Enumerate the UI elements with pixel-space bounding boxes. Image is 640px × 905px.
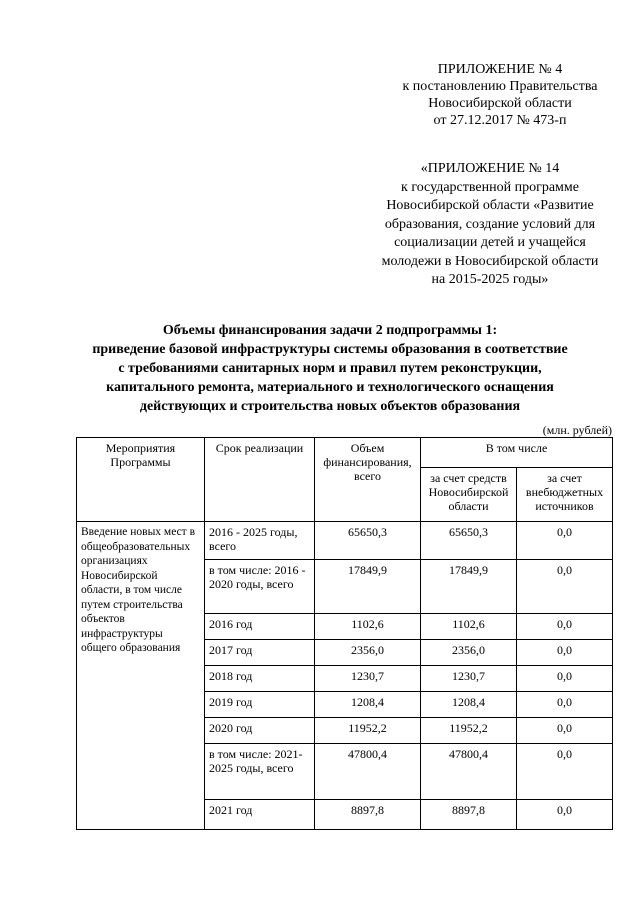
table-row — [77, 522, 613, 560]
appendix-line: «ПРИЛОЖЕНИЕ № 14 — [420, 161, 560, 176]
header-regional: за счет средств Новосибирской области — [421, 468, 517, 522]
header-period: Срок реализации — [205, 438, 315, 522]
appendix-line: от 27.12.2017 № 473-п — [433, 113, 567, 128]
title-line: приведение базовой инфраструктуры системы образования в соответствие — [92, 342, 568, 357]
period-cell: 2019 год — [205, 692, 315, 718]
appendix-line: Новосибирской области «Развитие — [386, 198, 594, 213]
extra-cell: 0,0 — [517, 744, 613, 800]
appendix-line: социализации детей и учащейся — [394, 235, 586, 250]
financing-table — [76, 437, 613, 830]
program-appendix-header — [352, 160, 628, 290]
period-cell: в том числе: 2016 - 2020 годы, всего — [205, 560, 315, 614]
extra-cell: 0,0 — [517, 614, 613, 640]
period-cell: 2018 год — [205, 666, 315, 692]
extra-cell: 0,0 — [517, 800, 613, 830]
regional-cell: 17849,9 — [421, 560, 517, 614]
appendix-line: ПРИЛОЖЕНИЕ № 4 — [437, 62, 563, 77]
period-cell: 2020 год — [205, 718, 315, 744]
total-cell: 8897,8 — [315, 800, 421, 830]
appendix-line: к государственной программе — [401, 179, 579, 195]
period-cell: 2016 год — [205, 614, 315, 640]
period-cell: 2017 год — [205, 640, 315, 666]
extra-cell: 0,0 — [517, 560, 613, 614]
document-title — [60, 321, 600, 416]
appendix-header — [380, 61, 620, 129]
total-cell: 1208,4 — [315, 692, 421, 718]
appendix-line: молодежи в Новосибирской области — [381, 253, 599, 269]
total-cell: 17849,9 — [315, 560, 421, 614]
extra-cell: 0,0 — [517, 692, 613, 718]
regional-cell: 1230,7 — [421, 666, 517, 692]
unit-label: (млн. рублей) — [542, 423, 612, 437]
extra-cell: 0,0 — [517, 666, 613, 692]
total-cell: 11952,2 — [315, 718, 421, 744]
total-cell: 65650,3 — [315, 522, 421, 560]
title-line: Объемы финансирования задачи 2 подпрограммы 1: — [162, 323, 498, 338]
extra-cell: 0,0 — [517, 718, 613, 744]
extra-cell: 0,0 — [517, 640, 613, 666]
period-cell: 2016 - 2025 годы, всего — [205, 522, 315, 560]
extra-cell: 0,0 — [517, 522, 613, 560]
regional-cell: 47800,4 — [421, 744, 517, 800]
regional-cell: 11952,2 — [421, 718, 517, 744]
title-line: капитального ремонта, материального и технологического оснащения — [106, 380, 554, 395]
period-cell: 2021 год — [205, 800, 315, 830]
total-cell: 1230,7 — [315, 666, 421, 692]
regional-cell: 1102,6 — [421, 614, 517, 640]
header-volume: Объем финансирования, всего — [315, 438, 421, 522]
appendix-line: образования, создание условий для — [384, 216, 596, 232]
period-cell: в том числе: 2021-2025 годы, всего — [205, 744, 315, 800]
title-line: действующих и строительства новых объектов образования — [139, 399, 521, 414]
total-cell: 2356,0 — [315, 640, 421, 666]
total-cell: 47800,4 — [315, 744, 421, 800]
appendix-line: Новосибирской области — [428, 96, 572, 111]
header-extrabudget: за счет внебюджетных источников — [517, 468, 613, 522]
regional-cell: 65650,3 — [421, 522, 517, 560]
appendix-line: к постановлению Правительства — [402, 79, 598, 94]
header-including: В том числе — [421, 438, 613, 468]
measure-cell: Введение новых мест в общеобразовательных организациях Новосибирской области, в том числе путем строительства объектов инфраструктуры общего образования — [77, 522, 205, 830]
regional-cell: 1208,4 — [421, 692, 517, 718]
total-cell: 1102,6 — [315, 614, 421, 640]
appendix-line: на 2015-2025 годы» — [431, 272, 549, 287]
regional-cell: 8897,8 — [421, 800, 517, 830]
title-line: с требованиями санитарных норм и правил путем реконструкции, — [118, 361, 542, 376]
header-measures: Мероприятия Программы — [77, 438, 205, 522]
regional-cell: 2356,0 — [421, 640, 517, 666]
